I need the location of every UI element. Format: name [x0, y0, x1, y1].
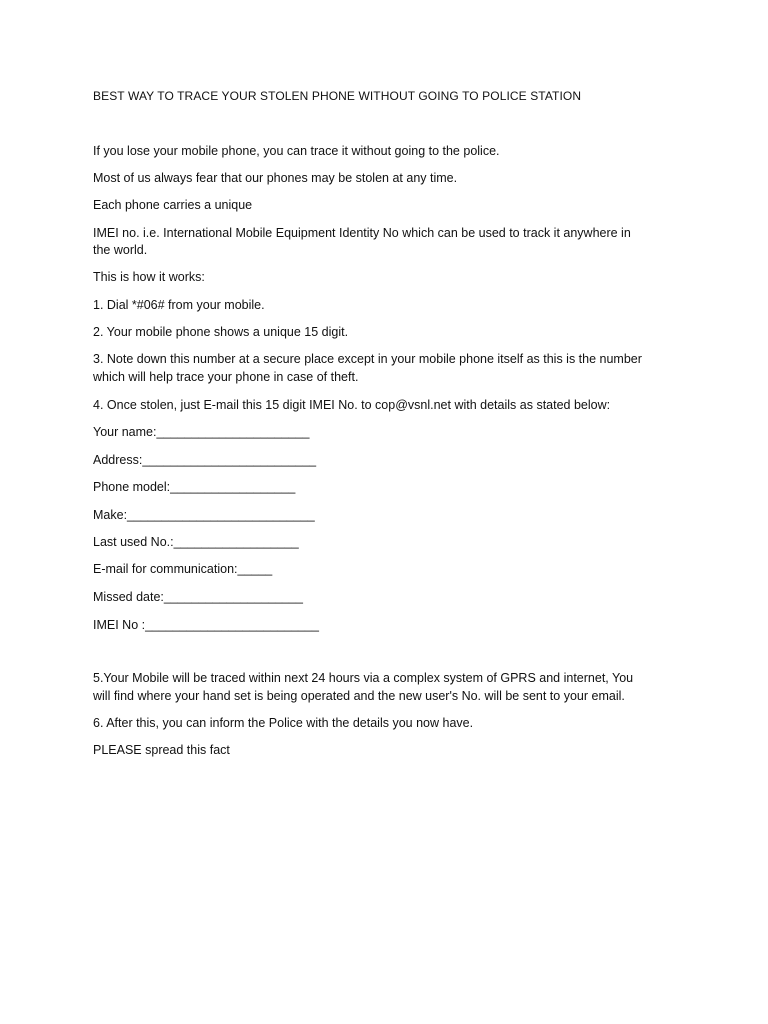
form-field-address: Address:_________________________: [93, 453, 317, 467]
form-field-your-name: Your name:______________________: [93, 425, 310, 439]
step-5-line-1: 5.Your Mobile will be traced within next 24 hours via a complex system of GPRS and internet, You: [93, 671, 634, 685]
form-field-phone-model: Phone model:__________________: [93, 480, 296, 494]
step-3-line-2: which will help trace your phone in case of theft.: [93, 370, 359, 384]
form-field-last-used-no: Last used No.:__________________: [93, 535, 299, 549]
step-2: 2. Your mobile phone shows a unique 15 digit.: [93, 325, 349, 339]
form-field-email: E-mail for communication:_____: [93, 562, 273, 576]
step-1: 1. Dial *#06# from your mobile.: [93, 298, 265, 312]
step-6: 6. After this, you can inform the Police with the details you now have.: [93, 716, 474, 730]
intro-paragraph-1: If you lose your mobile phone, you can trace it without going to the police.: [93, 144, 500, 158]
imei-paragraph-line-2: the world.: [93, 243, 148, 257]
step-5-line-2: will find where your hand set is being operated and the new user's No. will be sent to your email.: [93, 689, 625, 703]
intro-paragraph-3: Each phone carries a unique: [93, 198, 253, 212]
form-field-missed-date: Missed date:____________________: [93, 590, 303, 604]
imei-paragraph-line-1: IMEI no. i.e. International Mobile Equipment Identity No which can be used to track it anywhere in: [93, 226, 631, 240]
closing-line: PLEASE spread this fact: [93, 743, 230, 757]
document-title: BEST WAY TO TRACE YOUR STOLEN PHONE WITHOUT GOING TO POLICE STATION: [93, 89, 582, 103]
form-field-make: Make:___________________________: [93, 508, 315, 522]
step-4: 4. Once stolen, just E-mail this 15 digit IMEI No. to cop@vsnl.net with details as stated below:: [93, 398, 611, 412]
how-it-works-heading: This is how it works:: [93, 270, 205, 284]
step-3-line-1: 3. Note down this number at a secure place except in your mobile phone itself as this is the number: [93, 352, 642, 366]
form-field-imei-no: IMEI No :_________________________: [93, 618, 319, 632]
intro-paragraph-2: Most of us always fear that our phones may be stolen at any time.: [93, 171, 458, 185]
